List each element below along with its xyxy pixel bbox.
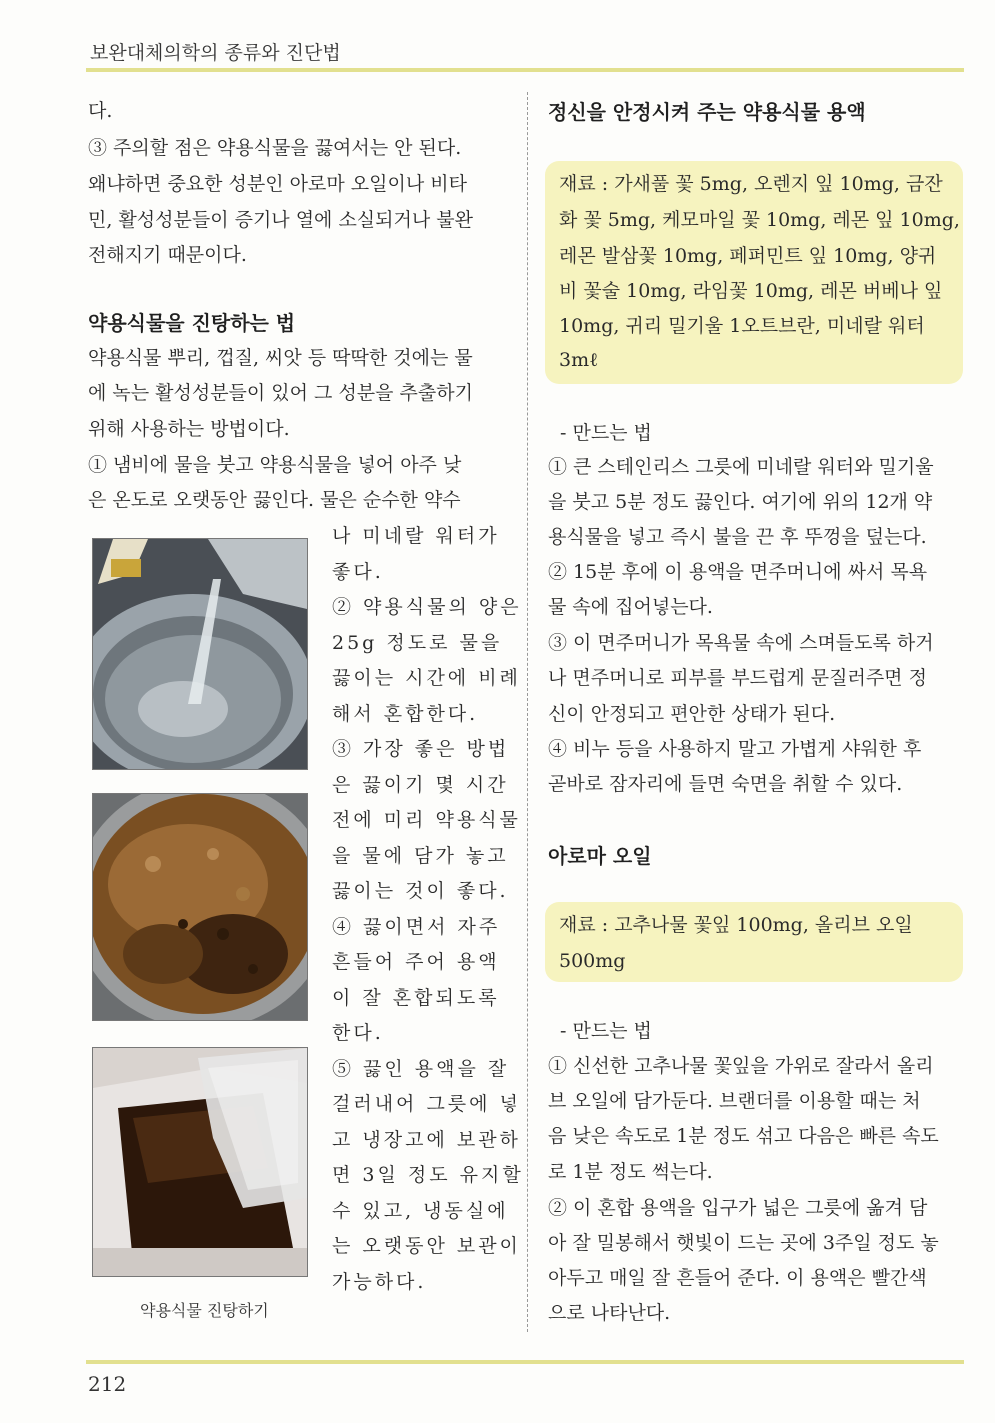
- ingredients-line: 레몬 발삼꽃 10mg, 페퍼민트 잎 10mg, 양귀: [559, 245, 937, 267]
- text-line: 신이 안정되고 편안한 상태가 된다.: [548, 703, 836, 725]
- text-line: 흔들어 주어 용액: [332, 951, 500, 973]
- text-line: ② 15분 후에 이 용액을 면주머니에 싸서 목욕: [548, 561, 928, 583]
- running-header: 보완대체의학의 종류와 진단법: [90, 42, 341, 64]
- text-line: 다.: [88, 100, 113, 122]
- text-line: 왜냐하면 중요한 성분인 아로마 오일이나 비타: [88, 173, 467, 195]
- text-line: 브 오일에 담가둔다. 브랜더를 이용할 때는 처: [548, 1090, 921, 1112]
- text-line: 끓이는 것이 좋다.: [332, 880, 509, 902]
- text-line: 위해 사용하는 방법이다.: [88, 418, 290, 440]
- text-line: 용식물을 넣고 즉시 불을 끈 후 뚜껑을 덮는다.: [548, 526, 927, 548]
- text-line: ④ 비누 등을 사용하지 말고 가볍게 샤워한 후: [548, 738, 922, 760]
- text-line: 에 녹는 활성성분들이 있어 그 성분을 추출하기: [88, 382, 473, 404]
- text-line: 나 미네랄 워터가: [332, 525, 500, 547]
- column-divider: [527, 92, 529, 1332]
- text-line: ① 큰 스테인리스 그릇에 미네랄 워터와 밀기울: [548, 456, 934, 478]
- ingredients-line: 500mg: [559, 950, 626, 972]
- ingredients-line: 재료 : 가새풀 꽃 5mg, 오렌지 잎 10mg, 금잔: [559, 173, 943, 195]
- text-line: 걸러내어 그릇에 넣: [332, 1093, 521, 1115]
- text-line: 은 온도로 오랫동안 끓인다. 물은 순수한 약수: [88, 489, 461, 511]
- text-line: 을 붓고 5분 정도 끓인다. 여기에 위의 12개 약: [548, 491, 933, 513]
- text-line: 민, 활성성분들이 증기나 열에 소실되거나 불완: [88, 209, 473, 231]
- text-line: 약용식물 뿌리, 껍질, 씨앗 등 딱딱한 것에는 물: [88, 347, 473, 369]
- text-line: 로 1분 정도 썩는다.: [548, 1161, 713, 1183]
- photo-caption: 약용식물 진탕하기: [140, 1301, 269, 1320]
- text-line: 나 면주머니로 피부를 부드럽게 문질러주면 정: [548, 667, 927, 689]
- text-line: ③ 이 면주머니가 목욕물 속에 스며들도록 하거: [548, 632, 934, 654]
- text-line: 곧바로 잠자리에 들면 숙면을 취할 수 있다.: [548, 773, 903, 795]
- text-line: 고 냉장고에 보관하: [332, 1129, 521, 1151]
- ingredients-line: 비 꽃술 10mg, 라임꽃 10mg, 레몬 버베나 잎: [559, 280, 943, 302]
- section-heading: 아로마 오일: [548, 844, 652, 868]
- text-line: 은 끓이기 몇 시간: [332, 774, 509, 796]
- text-line: 가능하다.: [332, 1271, 427, 1293]
- text-line: 전에 미리 약용식물: [332, 809, 521, 831]
- text-line: 아 잘 밀봉해서 햇빛이 드는 곳에 3주일 정도 놓: [548, 1232, 939, 1254]
- ingredients-line: 재료 : 고추나물 꽃잎 100mg, 올리브 오일: [559, 914, 913, 936]
- ingredients-line: 화 꽃 5mg, 케모마일 꽃 10mg, 레몬 잎 10mg,: [559, 209, 960, 231]
- text-line: 좋다.: [332, 561, 384, 583]
- section-heading: 정신을 안정시켜 주는 약용식물 용액: [548, 100, 866, 124]
- text-line: 이 잘 혼합되도록: [332, 987, 500, 1009]
- photo-boiling-herbs: [92, 793, 308, 1021]
- text-line: 는 오랫동안 보관이: [332, 1235, 521, 1257]
- photo-pouring-water: [92, 538, 308, 770]
- text-line: 한다.: [332, 1022, 384, 1044]
- text-line: 아두고 매일 잘 흔들어 준다. 이 용액은 빨간색: [548, 1267, 927, 1289]
- text-line: ① 냄비에 물을 붓고 약용식물을 넣어 아주 낮: [88, 454, 462, 476]
- ingredients-box: [545, 902, 963, 982]
- text-line: ② 약용식물의 양은: [332, 596, 522, 618]
- method-label: - 만드는 법: [560, 422, 652, 444]
- ingredients-box: [545, 161, 963, 384]
- ingredients-line: 10mg, 귀리 밀기울 1오트브란, 미네랄 워터: [559, 315, 925, 337]
- text-line: ③ 주의할 점은 약용식물을 끓여서는 안 된다.: [88, 137, 462, 159]
- text-line: ⑤ 끓인 용액을 잘: [332, 1058, 510, 1080]
- text-line: 면 3일 정도 유지할: [332, 1164, 524, 1186]
- section-heading: 약용식물을 진탕하는 법: [88, 311, 296, 335]
- text-line: 을 물에 담가 놓고: [332, 845, 509, 867]
- method-label: - 만드는 법: [560, 1020, 652, 1042]
- page-number: 212: [88, 1372, 127, 1396]
- text-line: ③ 가장 좋은 방법: [332, 738, 510, 760]
- text-line: 물 속에 집어넣는다.: [548, 596, 713, 618]
- text-line: ② 이 혼합 용액을 입구가 넓은 그릇에 옮겨 담: [548, 1197, 928, 1219]
- ingredients-line: 3mℓ: [559, 349, 599, 371]
- text-line: 끓이는 시간에 비례: [332, 667, 521, 689]
- text-line: 으로 나타난다.: [548, 1302, 671, 1324]
- text-line: 전해지기 때문이다.: [88, 244, 247, 266]
- text-line: ① 신선한 고추나물 꽃잎을 가위로 잘라서 올리: [548, 1055, 934, 1077]
- text-line: 음 낮은 속도로 1분 정도 섞고 다음은 빠른 속도: [548, 1125, 939, 1147]
- footer-rule: [86, 1360, 964, 1364]
- text-line: 수 있고, 냉동실에: [332, 1200, 509, 1222]
- photo-strained-liquid: [92, 1047, 308, 1277]
- text-line: ④ 끓이면서 자주: [332, 916, 501, 938]
- header-rule: [86, 68, 964, 72]
- text-line: 25g 정도로 물을: [332, 632, 503, 654]
- text-line: 해서 혼합한다.: [332, 703, 479, 725]
